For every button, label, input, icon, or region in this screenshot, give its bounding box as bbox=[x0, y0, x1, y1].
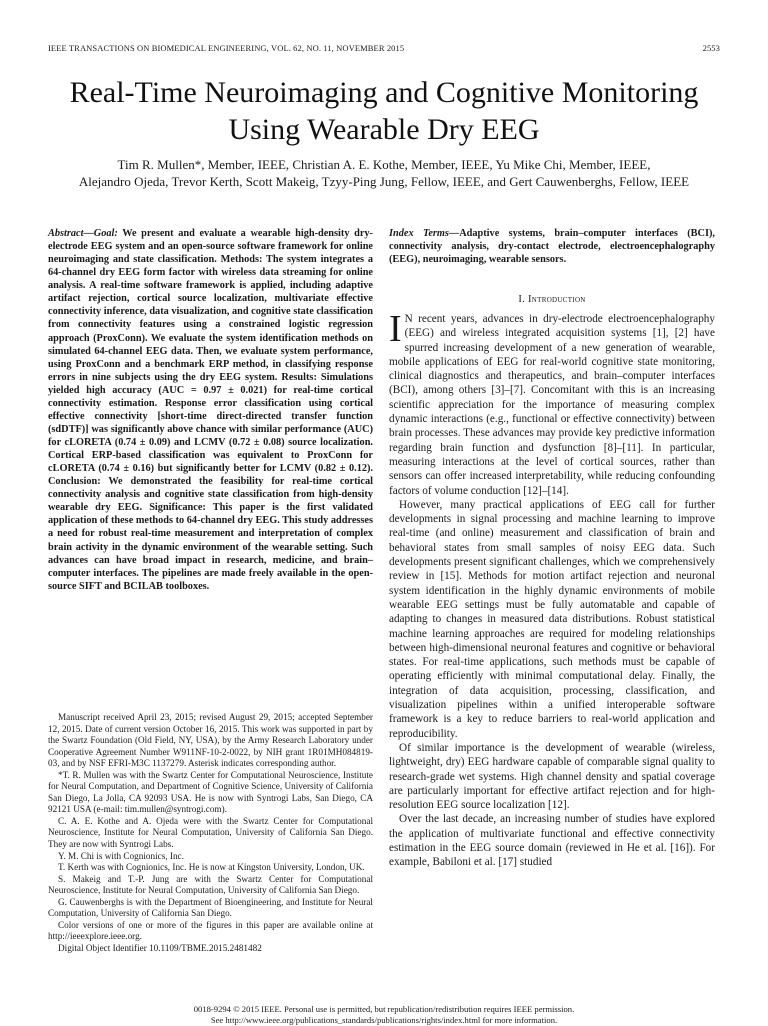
index-terms bbox=[389, 227, 715, 266]
index-terms-label: Index Terms bbox=[389, 228, 449, 239]
intro-paragraph-4: Over the last decade, an increasing number of studies have explored the application of multivariate functional and effective connectivity estimation in the EEG source domain (reviewed in He et al. [16]). For example, Babiloni et al. [17] studied bbox=[389, 813, 715, 869]
footnote: C. A. E. Kothe and A. Ojeda were with the Swartz Center for Computational Neuroscience, Institute for Neural Computation, University of California San Diego. They are now with Syntrogi Labs. bbox=[48, 815, 373, 850]
paper-title bbox=[40, 74, 728, 148]
author-list bbox=[40, 156, 728, 190]
section-title: Introduction bbox=[528, 294, 586, 305]
footnote: Y. M. Chi is with Cognionics, Inc. bbox=[58, 850, 184, 861]
section-number: I. bbox=[518, 294, 526, 305]
intro-paragraph-1 bbox=[389, 308, 715, 498]
title-line-1: Real-Time Neuroimaging and Cognitive Monitoring bbox=[69, 76, 699, 109]
footer-line-1: 0018-9294 © 2015 IEEE. Personal use is permitted, but republication/redistribution requires IEEE permission. bbox=[193, 1004, 575, 1014]
intro-paragraph-2: However, many practical applications of EEG call for further developments in signal processing and machine learning to improve real-time (and online) measurement and classification of brain and behavioral states from small samples of noisy EEG data. Such developments present significant challenges, which we comprehensively review in [15]. Methods for motion artifact rejection and neuronal system identification in the highly dynamic environments of mobile wearable EEG settings must be fully automatable and capable of adapting to changes in measured data distributions. Robust statistical machine learning approaches are required for modeling relationships between high-dimensional neuronal features and cognitive or behavioral states. For real-time applications, such methods must be capable of operating efficiently with minimal computational delay. Finally, the integration of data acquisition, processing, classification, and visualization pipelines within a unified interoperable software framework is a key to reduce barriers to real-world application and reproducibility. bbox=[389, 498, 715, 740]
introduction-body bbox=[389, 308, 715, 870]
drop-cap: I bbox=[389, 308, 402, 350]
footnote: *T. R. Mullen was with the Swartz Center for Computational Neuroscience, Institute for Neural Computation, and Department of Cognitive Science, University of California San Diego, La Jolla, CA 92093 USA. He is now with Syntrogi Labs, San Diego, CA 92121 USA (e-mail: tim.mullen@syntrogi.com). bbox=[48, 769, 373, 815]
abstract-text: We present and evaluate a wearable high-density dry-electrode EEG system and an open-source software framework for online neuroimaging and state classification. Methods: The system integrates a 64-channel dry EEG form factor with wireless data streaming for online analysis. A real-time software framework is applied, including adaptive artifact rejection, cortical source localization, multivariate effective connectivity inference, data visualization, and cognitive state classification from connectivity features using a constrained logistic regression approach (ProxConn). We evaluate the system identification methods on simulated 64-channel EEG data. Then, we evaluate system performance, using ProxConn and a benchmark ERP method, in classifying response errors in nine subjects using the dry EEG system. Results: Simulations yielded high accuracy (AUC = 0.97 ± 0.021) for real-time cortical connectivity estimation. Response error classification using cortical effective connectivity [short-time direct-directed transfer function (sdDTF)] was significantly above chance with similar performance (AUC) for cLORETA (0.74 ± 0.09) and LCMV (0.72 ± 0.08) source localization. Cortical ERP-based classification was equivalent to ProxConn for cLORETA (0.74 ± 0.16) but significantly better for LCMV (0.82 ± 0.12). Conclusion: We demonstrated the feasibility for real-time cortical connectivity analysis and cognitive state classification from high-density wearable dry EEG. Significance: This paper is the first validated application of these methods to 64-channel dry EEG. This study addresses a need for robust real-time measurement and interpretation of complex brain activity in the dynamic environment of the wearable setting. Such advances can have broad impact in research, medicine, and brain–computer interfaces. The pipelines are made freely available in the open-source SIFT and BCILAB toolboxes. bbox=[48, 228, 373, 592]
copyright-footer bbox=[40, 1004, 728, 1026]
page-number: 2553 bbox=[702, 43, 720, 53]
footnote: G. Cauwenberghs is with the Department of Bioengineering, and Institute for Neural Computation, University of California San Diego. bbox=[48, 896, 373, 919]
section-heading bbox=[389, 294, 715, 305]
journal-header: IEEE TRANSACTIONS ON BIOMEDICAL ENGINEERING, VOL. 62, NO. 11, NOVEMBER 2015 bbox=[48, 43, 405, 53]
authors-line-1: Tim R. Mullen*, Member, IEEE, Christian A. E. Kothe, Member, IEEE, Yu Mike Chi, Member, IEEE, bbox=[117, 157, 651, 172]
title-line-2: Using Wearable Dry EEG bbox=[228, 113, 540, 146]
footnotes bbox=[48, 712, 373, 954]
intro-paragraph-3: Of similar importance is the development of wearable (wireless, lightweight, dry) EEG hardware capable of comparable signal quality to research-grade wet systems. High channel density and spatial coverage are particularly important for effective artifact rejection and for high-resolution EEG source localization [12]. bbox=[389, 741, 715, 812]
footnote: T. Kerth was with Cognionics, Inc. He is now at Kingston University, London, UK. bbox=[58, 862, 365, 873]
intro-paragraph-1-text: N recent years, advances in dry-electrode electroencephalography (EEG) and wireless integrated acquisition systems [1], [2] have spurred increasing development of a new generation of wearable, mobile applications of EEG for real-world cognitive state monitoring, clinical diagnostics and therapeutics, and brain–computer interfaces (BCI), among others [3]–[7]. Concomitant with this is an increasing scientific appreciation for the importance of measuring complex dynamic interactions (e.g., functional or effective connectivity) between brain processes. These advances may provide key predictive information regarding brain function and dysfunction [8]–[11]. In particular, measuring interactions at the level of cortical sources, rather than sensors can offer increased interpretability, while reducing confounding factors of volume conduction [12]–[14]. bbox=[389, 313, 715, 497]
authors-line-2: Alejandro Ojeda, Trevor Kerth, Scott Makeig, Tzyy-Ping Jung, Fellow, IEEE, and Gert Cauwenberghs, Fellow, IEEE bbox=[78, 174, 690, 189]
footnote: Manuscript received April 23, 2015; revised August 29, 2015; accepted September 12, 2015. Date of current version October 16, 2015. This work was supported in part by the Swartz Foundation (Old Field, NY, USA), by the Army Research Laboratory under Cooperative Agreement Number W911NF-10-2-0022, by NIH grant 1R01MH084819-03, and by NSF EFRI-M3C 1137279. Asterisk indicates corresponding author. bbox=[48, 712, 373, 769]
footer-line-2: See http://www.ieee.org/publications_standards/publications/rights/index.html for more information. bbox=[210, 1014, 558, 1025]
index-terms-text: —Adaptive systems, brain–computer interfaces (BCI), connectivity analysis, dry-contact electrode, electroencephalography (EEG), neuroimaging, wearable sensors. bbox=[389, 228, 715, 266]
abstract-label: Abstract—Goal: bbox=[48, 228, 118, 239]
footnote: Digital Object Identifier 10.1109/TBME.2015.2481482 bbox=[58, 942, 262, 953]
footnote: Color versions of one or more of the figures in this paper are available online at http://ieeexplore.ieee.org. bbox=[48, 919, 373, 942]
footnote: S. Makeig and T.-P. Jung are with the Swartz Center for Computational Neuroscience, Institute for Neural Computation, University of California San Diego. bbox=[48, 873, 373, 896]
abstract bbox=[48, 227, 373, 593]
